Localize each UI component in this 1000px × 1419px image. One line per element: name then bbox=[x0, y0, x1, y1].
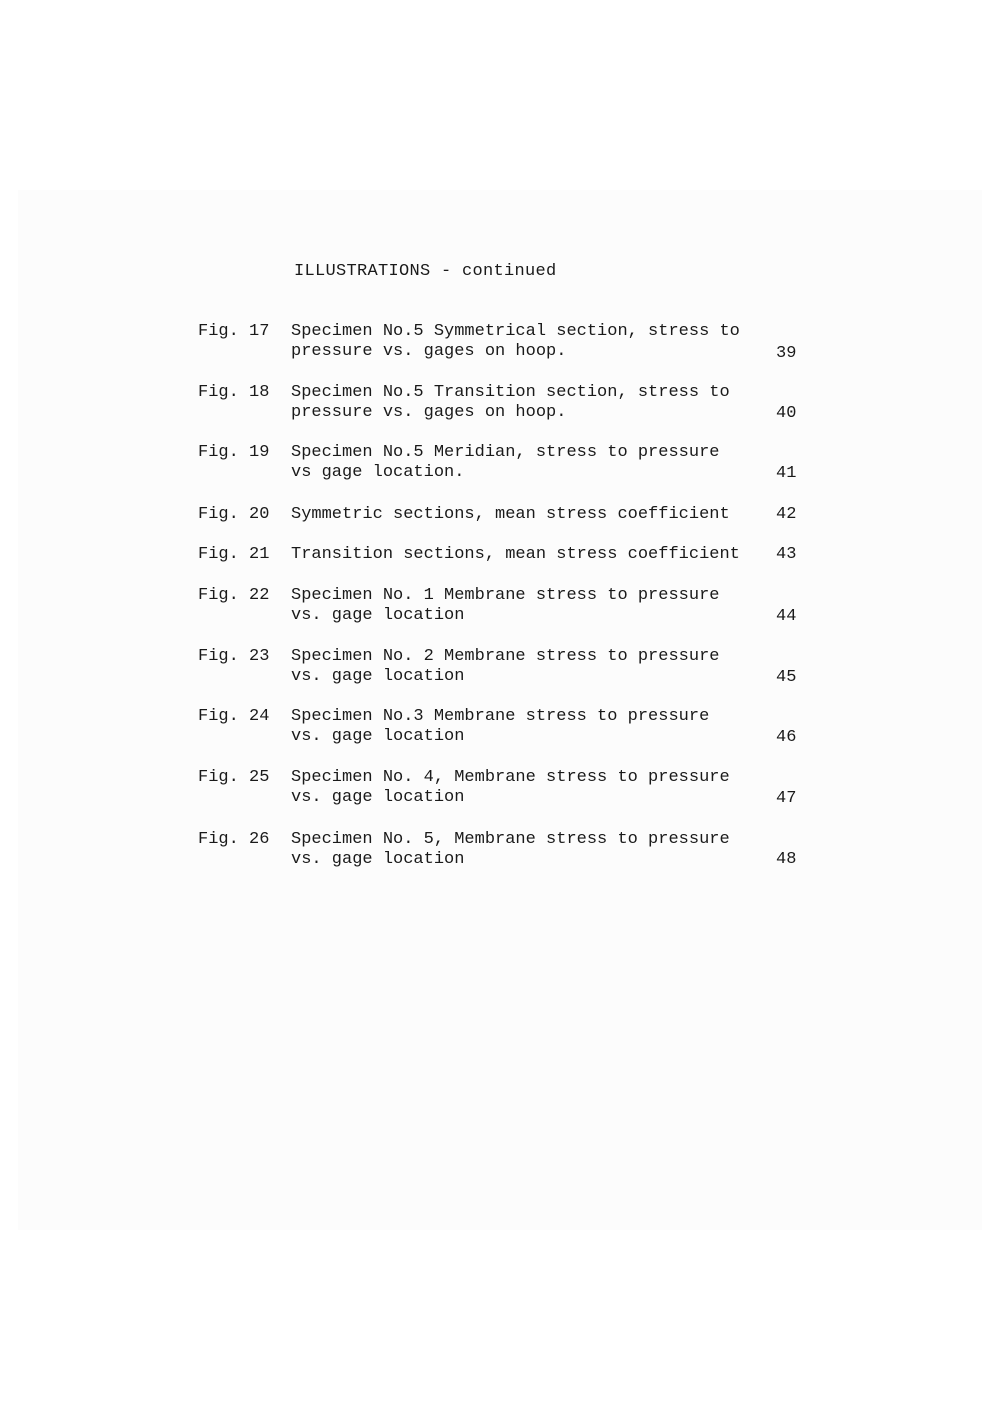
caption-line: Specimen No.5 Transition section, stress to bbox=[291, 383, 730, 402]
caption-line: pressure vs. gages on hoop. bbox=[291, 342, 567, 361]
page-number: 43 bbox=[776, 545, 797, 564]
caption-line: Specimen No. 1 Membrane stress to pressure bbox=[291, 586, 720, 605]
figure-caption bbox=[291, 707, 761, 747]
figure-caption bbox=[291, 545, 761, 565]
page-title: ILLUSTRATIONS - continued bbox=[294, 262, 557, 281]
figure-label: Fig. 20 bbox=[198, 505, 270, 524]
figure-label: Fig. 21 bbox=[198, 545, 270, 564]
caption-line: vs. gage location bbox=[291, 606, 465, 625]
caption-line: vs. gage location bbox=[291, 850, 465, 869]
figure-label: Fig. 24 bbox=[198, 707, 270, 726]
page-number: 41 bbox=[776, 464, 797, 483]
caption-line: Symmetric sections, mean stress coefficient bbox=[291, 505, 730, 524]
page-number: 48 bbox=[776, 850, 797, 869]
figure-label: Fig. 22 bbox=[198, 586, 270, 605]
caption-line: vs. gage location bbox=[291, 727, 465, 746]
caption-line: vs. gage location bbox=[291, 667, 465, 686]
figure-caption bbox=[291, 647, 761, 687]
figure-label: Fig. 18 bbox=[198, 383, 270, 402]
page-number: 47 bbox=[776, 789, 797, 808]
figure-label: Fig. 26 bbox=[198, 830, 270, 849]
figure-label: Fig. 19 bbox=[198, 443, 270, 462]
page-number: 42 bbox=[776, 505, 797, 524]
caption-line: vs gage location. bbox=[291, 463, 465, 482]
figure-caption bbox=[291, 505, 761, 525]
figure-label: Fig. 25 bbox=[198, 768, 270, 787]
figure-caption bbox=[291, 830, 761, 870]
page-number: 39 bbox=[776, 344, 797, 363]
caption-line: Specimen No. 2 Membrane stress to pressure bbox=[291, 647, 720, 666]
figure-caption bbox=[291, 443, 761, 483]
caption-line: Transition sections, mean stress coefficient bbox=[291, 545, 740, 564]
caption-line: Specimen No. 5, Membrane stress to pressure bbox=[291, 830, 730, 849]
figure-caption bbox=[291, 383, 761, 423]
figure-caption bbox=[291, 322, 761, 362]
caption-line: Specimen No.3 Membrane stress to pressure bbox=[291, 707, 710, 726]
page-number: 44 bbox=[776, 607, 797, 626]
caption-line: Specimen No.5 Meridian, stress to pressure bbox=[291, 443, 720, 462]
page-number: 45 bbox=[776, 668, 797, 687]
page-number: 46 bbox=[776, 728, 797, 747]
caption-line: pressure vs. gages on hoop. bbox=[291, 403, 567, 422]
caption-line: Specimen No. 4, Membrane stress to pressure bbox=[291, 768, 730, 787]
page-number: 40 bbox=[776, 404, 797, 423]
caption-line: Specimen No.5 Symmetrical section, stress to bbox=[291, 322, 740, 341]
caption-line: vs. gage location bbox=[291, 788, 465, 807]
figure-caption bbox=[291, 768, 761, 808]
figure-caption bbox=[291, 586, 761, 626]
figure-label: Fig. 23 bbox=[198, 647, 270, 666]
figure-label: Fig. 17 bbox=[198, 322, 270, 341]
